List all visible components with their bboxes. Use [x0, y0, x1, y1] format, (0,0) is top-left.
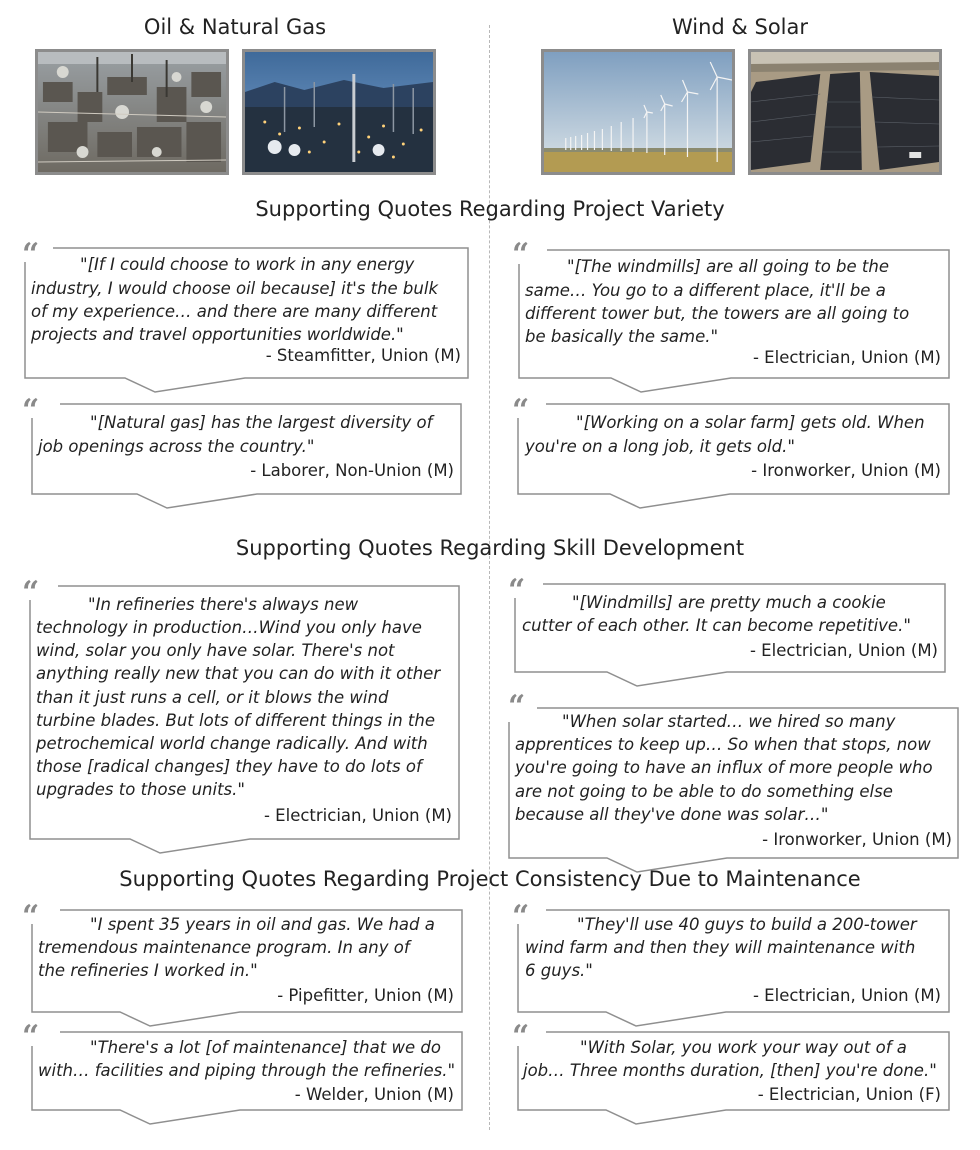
quote-attribution: - Pipefitter, Union (M): [277, 986, 454, 1005]
quote-mark-icon: “: [22, 902, 40, 924]
quote-text-line: same… You go to a different place, it'll be a: [525, 281, 886, 300]
quote-text-line: you're going to have an influx of more people who: [515, 758, 933, 777]
quote-text-line: job… Three months duration, [then] you're done.": [523, 1061, 937, 1080]
quote-text-line: "I spent 35 years in oil and gas. We had a: [90, 915, 435, 934]
quote-attribution: - Electrician, Union (M): [752, 348, 941, 367]
header-wind-solar: Wind & Solar: [671, 15, 809, 39]
quote-text-line: "[Windmills] are pretty much a cookie: [572, 593, 886, 612]
quote-mark-icon: “: [22, 396, 40, 418]
quote-text-line: you're on a long job, it gets old.": [525, 437, 795, 456]
quote-text-line: "In refineries there's always new: [88, 595, 359, 614]
quote-text-line: 6 guys.": [525, 961, 593, 980]
quote-attribution: - Welder, Union (M): [294, 1085, 454, 1104]
section-title-project-variety: Supporting Quotes Regarding Project Variety: [255, 197, 725, 221]
quote-mark-icon: “: [512, 1022, 530, 1044]
quote-mark-icon: “: [512, 396, 530, 418]
quote-text-line: petrochemical world change radically. And with: [36, 734, 428, 753]
quote-mark-icon: “: [512, 902, 530, 924]
quote-text-line: cutter of each other. It can become repetitive.": [522, 616, 911, 635]
quote-attribution: - Ironworker, Union (M): [762, 830, 952, 849]
quote-attribution: - Laborer, Non-Union (M): [250, 461, 454, 480]
quote-text-line: apprentices to keep up… So when that stops, now: [515, 735, 931, 754]
quote-text-line: of my experience… and there are many different: [31, 302, 438, 321]
quote-mark-icon: “: [508, 576, 526, 598]
quote-text-line: "[If I could choose to work in any energy: [80, 255, 415, 274]
quote-text-line: than it just runs a cell, or it blows the wind: [36, 688, 389, 707]
quote-mark-icon: “: [22, 240, 40, 262]
quote-mark-icon: “: [512, 240, 530, 262]
quote-text-line: projects and travel opportunities worldwide.": [31, 325, 404, 344]
quote-mark-icon: “: [508, 692, 526, 714]
quote-text-line: different tower but, the towers are all going to: [525, 304, 910, 323]
quote-attribution: - Electrician, Union (M): [263, 806, 452, 825]
quote-mark-icon: “: [22, 1022, 40, 1044]
quote-attribution: - Ironworker, Union (M): [751, 461, 941, 480]
quote-text-line: those [radical changes] they have to do lots of: [36, 757, 422, 776]
quote-text-line: technology in production…Wind you only have: [36, 618, 422, 637]
section-title-skill-development: Supporting Quotes Regarding Skill Development: [235, 536, 745, 560]
quote-text-line: "They'll use 40 guys to build a 200-tower: [577, 915, 917, 934]
quote-text-line: be basically the same.": [525, 327, 719, 346]
quote-text-line: job openings across the country.": [38, 437, 315, 456]
quote-text-line: the refineries I worked in.": [38, 961, 258, 980]
quote-attribution: - Steamfitter, Union (M): [265, 346, 461, 365]
quote-text-line: wind, solar you only have solar. There's not: [36, 641, 395, 660]
quote-attribution: - Electrician, Union (M): [749, 641, 938, 660]
section-title-project-consistency: Supporting Quotes Regarding Project Consistency Due to Maintenance: [119, 867, 861, 891]
quote-text-line: "[The windmills] are all going to be the: [567, 257, 889, 276]
quote-mark-icon: “: [22, 578, 40, 600]
header-oil-gas: Oil & Natural Gas: [143, 15, 327, 39]
quote-attribution: - Electrician, Union (M): [752, 986, 941, 1005]
quote-text-line: "[Natural gas] has the largest diversity of: [90, 413, 433, 432]
quote-attribution: - Electrician, Union (F): [757, 1085, 941, 1104]
quote-text-line: upgrades to those units.": [36, 780, 245, 799]
quote-text-line: "When solar started… we hired so many: [562, 712, 896, 731]
quote-text-line: are not going to be able to do something else: [515, 782, 893, 801]
quote-text-line: "There's a lot [of maintenance] that we do: [90, 1038, 441, 1057]
quote-text-line: wind farm and then they will maintenance with: [525, 938, 916, 957]
quote-text-line: tremendous maintenance program. In any of: [38, 938, 410, 957]
quote-text-line: "[Working on a solar farm] gets old. When: [576, 413, 925, 432]
quote-text-line: turbine blades. But lots of different things in the: [36, 711, 436, 730]
quote-text-line: with… facilities and piping through the refineries.": [38, 1061, 456, 1080]
quote-text-line: because all they've done was solar…": [515, 805, 829, 824]
quote-text-line: "With Solar, you work your way out of a: [580, 1038, 907, 1057]
quote-text-line: industry, I would choose oil because] it's the bulk: [31, 279, 438, 298]
quote-text-line: anything really new that you can do with it other: [36, 664, 441, 683]
